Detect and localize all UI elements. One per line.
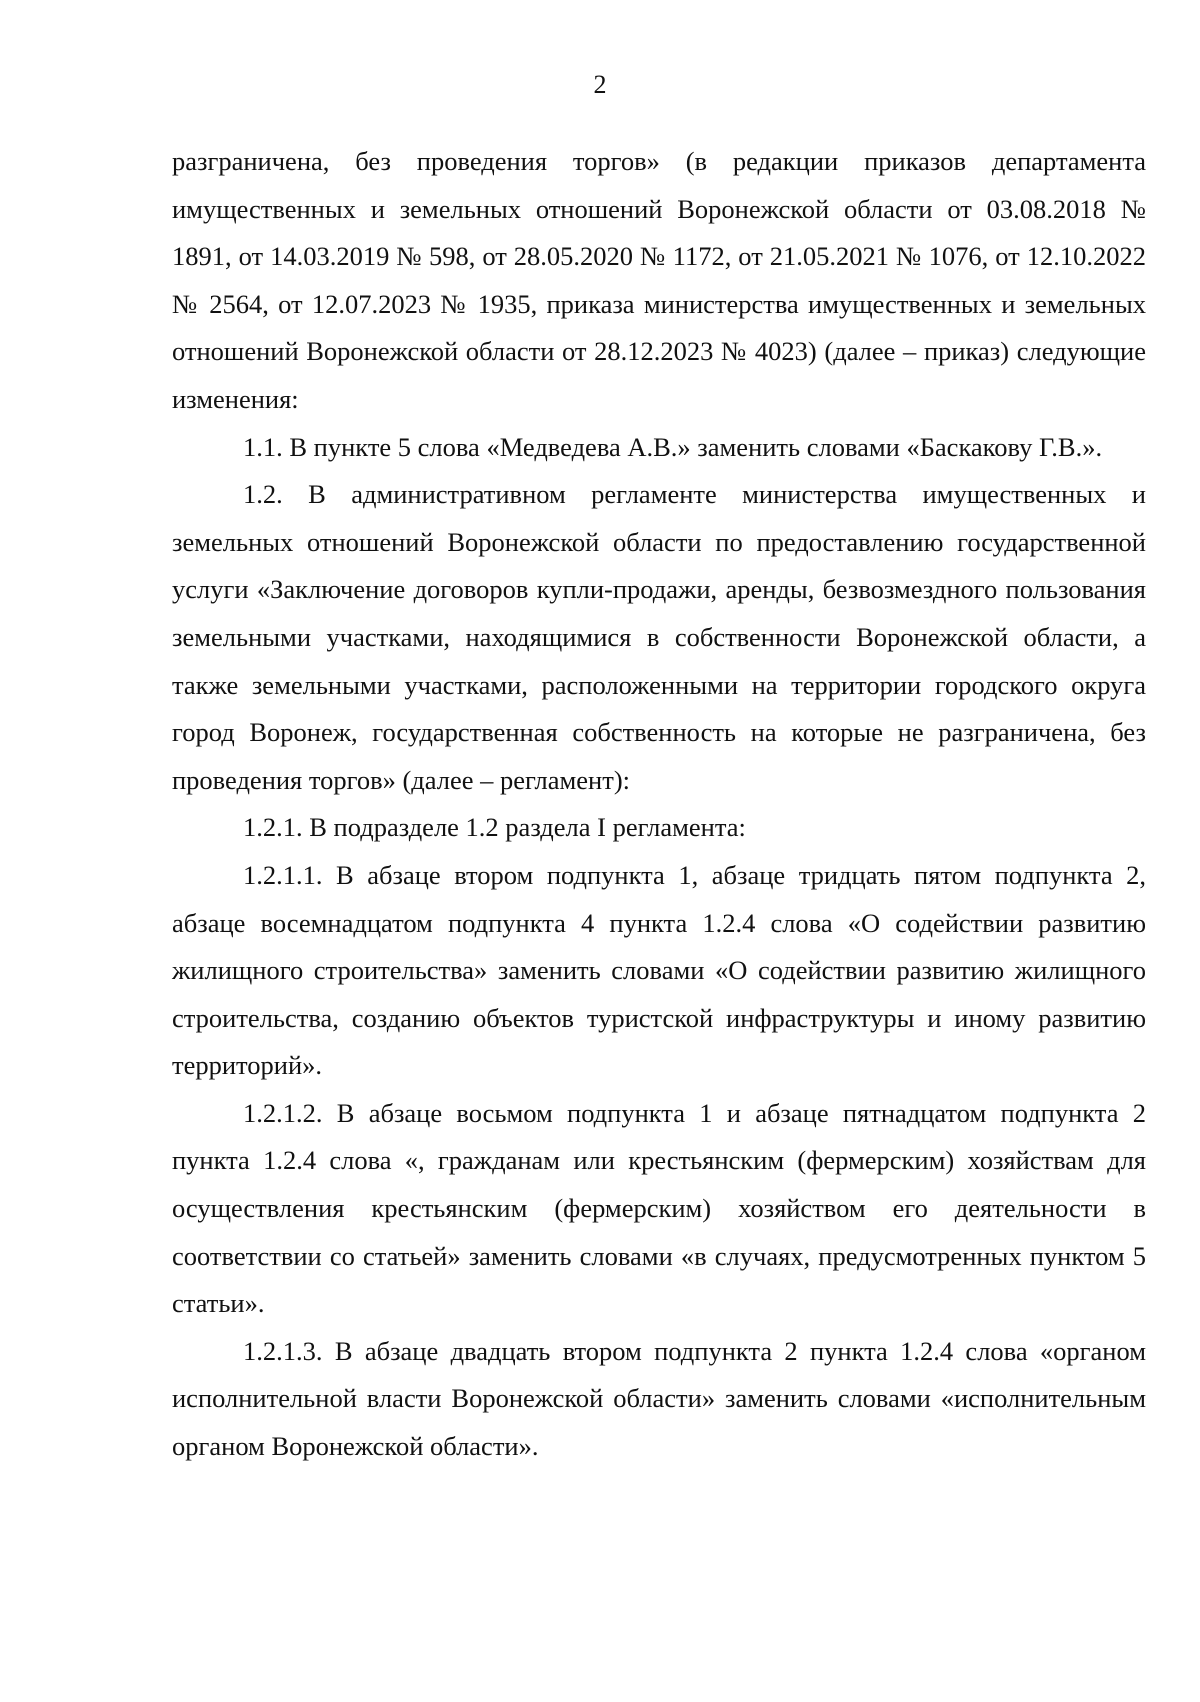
paragraph-1-2-1-2: 1.2.1.2. В абзаце восьмом подпункта 1 и абзаце пятнадцатом подпункта 2 пункта 1.2.4 слова «, гражданам или крестьянским (фермерским) хозяйствам для осуществления крестьянским (фермерским) хозяйством его деятельности в соответствии со статьей» заменить словами «в случаях, предусмотренных пунктом 5 статьи». <box>172 1097 1146 1319</box>
paragraph-1-2-1-1: 1.2.1.1. В абзаце втором подпункта 1, абзаце тридцать пятом подпункта 2, абзаце восемнадцатом подпункта 4 пункта 1.2.4 слова «О содействии развитию жилищного строительства» заменить словами «О содействии развитию жилищного строительства, созданию объектов туристской инфраструктуры и иному развитию территорий». <box>172 859 1146 1081</box>
paragraph-1-1: 1.1. В пункте 5 слова «Медведева А.В.» заменить словами «Баскакову Г.В.». <box>243 431 1103 462</box>
paragraph-continuation: разграничена, без проведения торгов» (в редакции приказов департамента имущественных и земельных отношений Воронежской области от 03.08.2018 № 1891, от 14.03.2019 № 598, от 28.05.2020 № 1172, от 21.05.2021 № 1076, от 12.10.2022 № 2564, от 12.07.2023 № 1935, приказа министерства имущественных и земельных отношений Воронежской области от 28.12.2023 № 4023) (далее – приказ) следующие изменения: <box>172 146 1146 414</box>
paragraph-1-2-1: 1.2.1. В подразделе 1.2 раздела I регламента: <box>243 812 746 843</box>
paragraph-1-2: 1.2. В административном регламенте министерства имущественных и земельных отношений Воронежской области по предоставлению государственной услуги «Заключение договоров купли-продажи, аренды, безвозмездного пользования земельными участками, находящимися в собственности Воронежской области, а также земельными участками, расположенными на территории городского округа город Воронеж, государственная собственность на которые не разграничена, без проведения торгов» (далее – регламент): <box>172 479 1146 795</box>
document-body <box>172 138 1146 1471</box>
page-number: 2 <box>593 70 607 99</box>
paragraph-1-2-1-3: 1.2.1.3. В абзаце двадцать втором подпункта 2 пункта 1.2.4 слова «органом исполнительной власти Воронежской области» заменить словами «исполнительным органом Воронежской области». <box>172 1335 1146 1462</box>
